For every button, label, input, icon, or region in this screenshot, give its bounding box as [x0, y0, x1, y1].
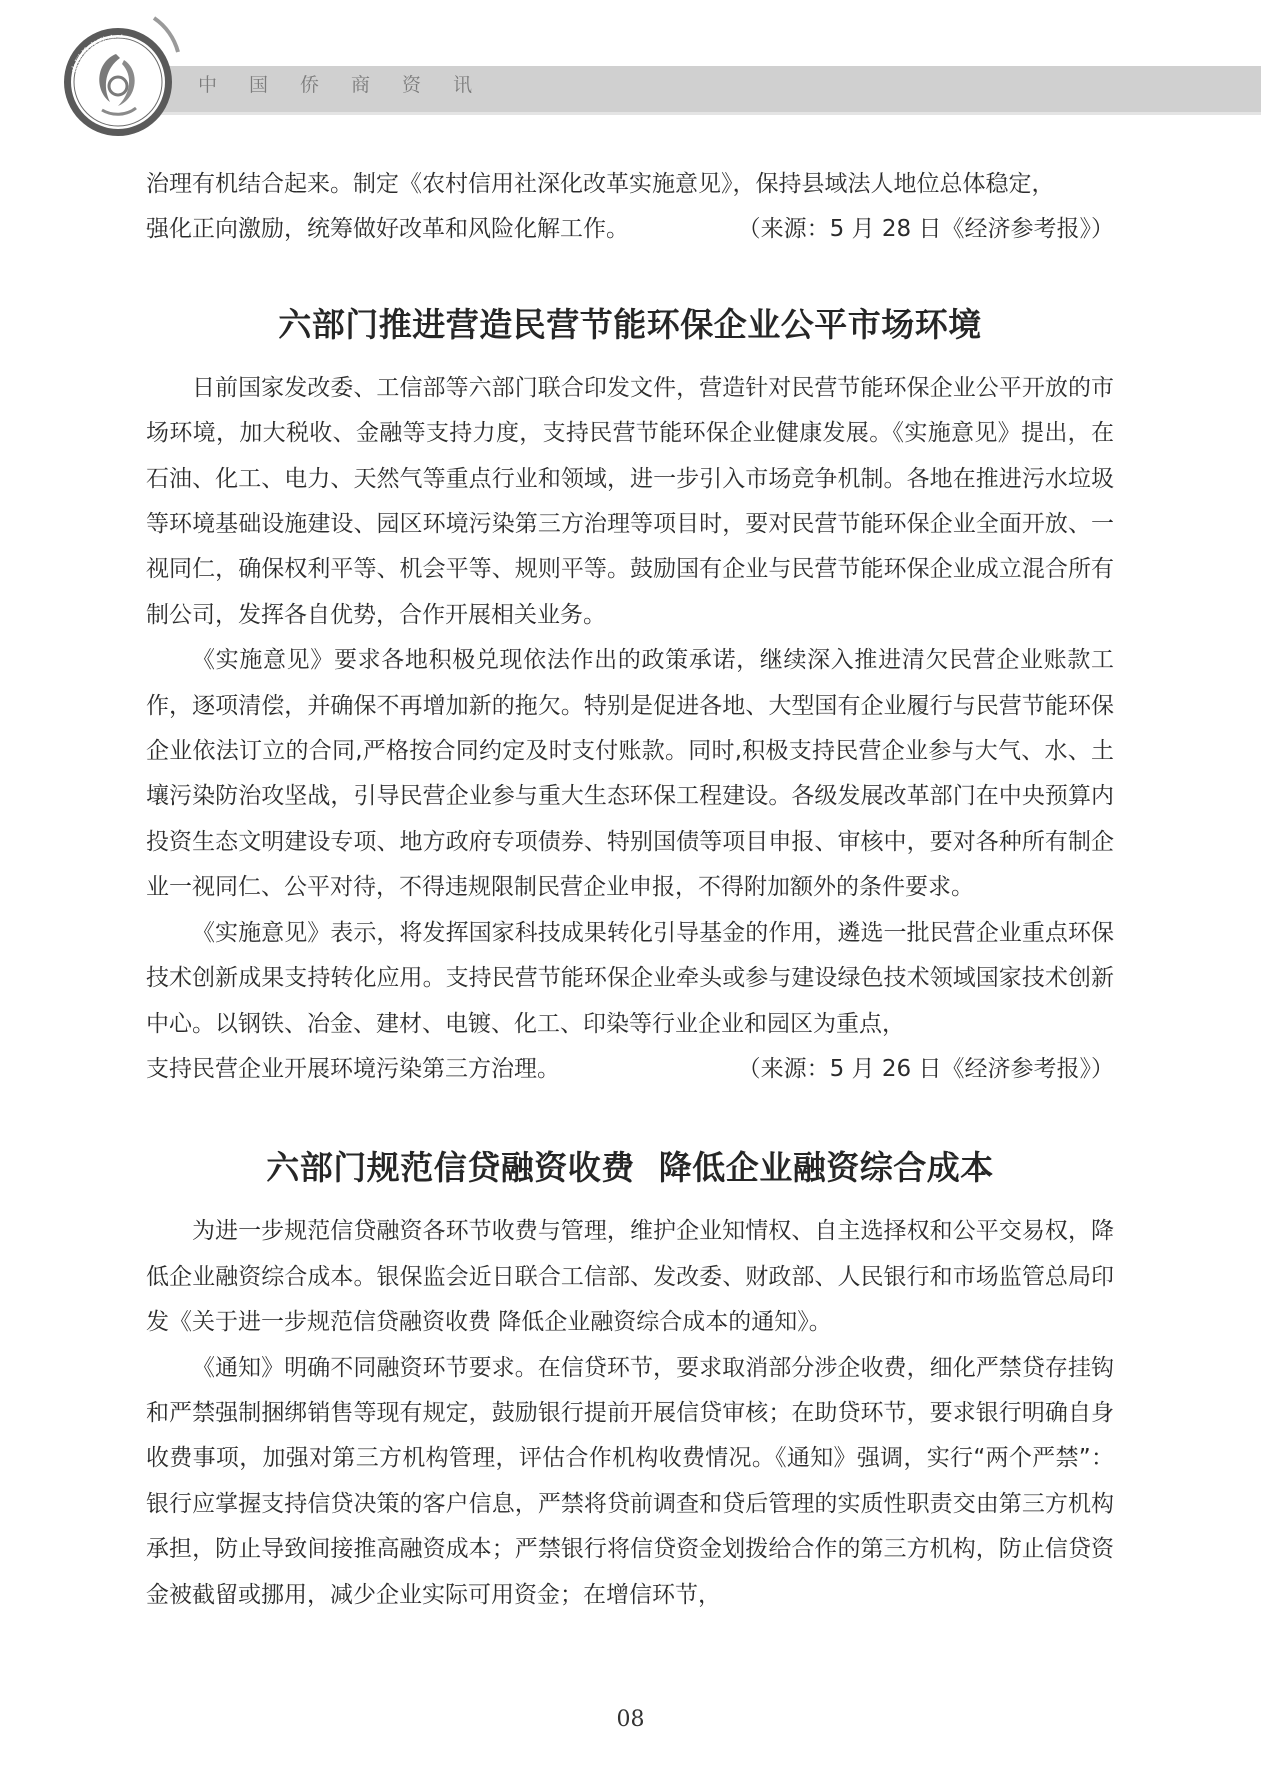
- article-1-paragraph-3-end: [146, 1047, 1114, 1092]
- intro-line-2: [146, 207, 1114, 252]
- header-title: 中国侨商资讯: [198, 74, 505, 96]
- article-2-paragraph-2: 《通知》明确不同融资环节要求。在信贷环节，要求取消部分涉企收费，细化严禁贷存挂钩和严禁强制捆绑销售等现有规定，鼓励银行提前开展信贷审核；在助贷环节，要求银行明确自身收费事项，加强对第三方机构管理，评估合作机构收费情况。《通知》强调，实行“两个严禁”：银行应掌握支持信贷决策的客户信息，严禁将贷前调查和贷后管理的实质性职责交由第三方机构承担，防止导致间接推高融资成本；严禁银行将信贷资金划拨给合作的第三方机构，防止信贷资金被截留或挪用，减少企业实际可用资金；在增信环节，: [146, 1354, 1114, 1608]
- article-1-paragraph-2: 《实施意见》要求各地积极兑现依法作出的政策承诺，继续深入推进清欠民营企业账款工作，逐项清偿，并确保不再增加新的拖欠。特别是促进各地、大型国有企业履行与民营节能环保企业依法订立的合同,严格按合同约定及时支付账款。同时,积极支持民营企业参与大气、水、土壤污染防治攻坚战，引导民营企业参与重大生态环保工程建设。各级发展改革部门在中央预算内投资生态文明建设专项、地方政府专项债券、特别国债等项目申报、审核中，要对各种所有制企业一视同仁、公平对待，不得违规限制民营企业申报，不得附加额外的条件要求。: [146, 647, 1114, 901]
- intro-line-1: 治理有机结合起来。制定《农村信用社深化改革实施意见》，保持县域法人地位总体稳定，: [146, 171, 1055, 197]
- intro-continuation: [146, 162, 1114, 253]
- intro-line-2-text: 强化正向激励，统筹做好改革和风险化解工作。: [146, 216, 629, 243]
- logo-emblem: [54, 12, 182, 140]
- article-1-paragraph-1: 日前国家发改委、工信部等六部门联合印发文件，营造针对民营节能环保企业公平开放的市场环境，加大税收、金融等支持力度，支持民营节能环保企业健康发展。《实施意见》提出，在石油、化工、电力、天然气等重点行业和领域，进一步引入市场竞争机制。各地在推进污水垃圾等环境基础设施建设、园区环境污染第三方治理等项目时，要对民营节能环保企业全面开放、一视同仁，确保权利平等、机会平等、规则平等。鼓励国有企业与民营节能环保企业成立混合所有制公司，发挥各自优势，合作开展相关业务。: [146, 374, 1114, 628]
- intro-source: （来源：5 月 28 日《经济参考报》）: [737, 216, 1114, 243]
- article-2-title: 六部门规范信贷融资收费 降低企业融资综合成本: [266, 1148, 994, 1188]
- page-content: [146, 162, 1114, 1618]
- article-1-source: （来源：5 月 26 日《经济参考报》）: [737, 1055, 1114, 1082]
- article-1-last-line: 支持民营企业开展环境污染第三方治理。: [146, 1055, 560, 1082]
- article-2-paragraph-1: 为进一步规范信贷融资各环节收费与管理，维护企业知情权、自主选择权和公平交易权，降低企业融资综合成本。银保监会近日联合工信部、发改委、财政部、人民银行和市场监管总局印发《关于进一步规范信贷融资收费 降低企业融资综合成本的通知》。: [146, 1218, 1114, 1336]
- article-2: [146, 1142, 1114, 1618]
- header-bar-underline: [150, 112, 1261, 115]
- article-1-title: 六部门推进营造民营节能环保企业公平市场环境: [278, 304, 982, 344]
- article-1-paragraph-3: 《实施意见》表示，将发挥国家科技成果转化引导基金的作用，遴选一批民营企业重点环保技术创新成果支持转化应用。支持民营节能环保企业牵头或参与建设绿色技术领域国家技术创新中心。以钢铁、冶金、建材、电镀、化工、印染等行业企业和园区为重点，: [146, 919, 1114, 1037]
- article-1: [146, 299, 1114, 1093]
- logo-ring-text: 中国侨商联合会: [70, 34, 127, 75]
- page-number: 08: [616, 1707, 645, 1732]
